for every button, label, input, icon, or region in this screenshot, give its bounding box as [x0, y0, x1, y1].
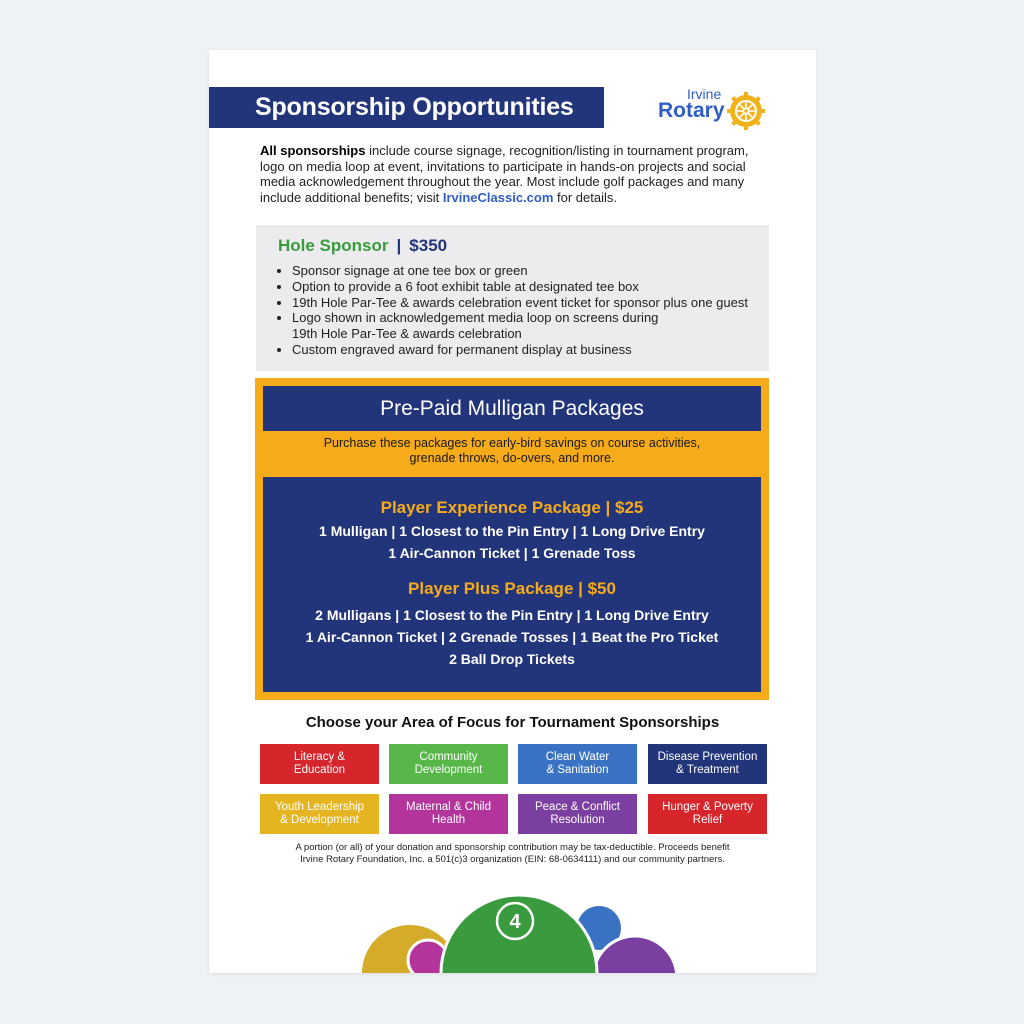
- benefit-text: Logo shown in acknowledgement media loop on screens during: [292, 310, 659, 326]
- package-title: Player Plus Package | $50: [408, 579, 616, 598]
- focus-tile-maternal[interactable]: [389, 794, 508, 834]
- mulligan-packages-box: [255, 378, 769, 700]
- mulligan-subtitle-line: grenade throws, do-overs, and more.: [409, 451, 615, 465]
- flyer-page: [209, 50, 816, 973]
- intro-body: include course signage, recognition/listing in tournament program, logo on media loop at event, invitations to participate in hands-on projects and social media acknowledgement throughout the year. Most include golf packages and many include additional benefits; visit: [260, 143, 749, 205]
- focus-tile-label: Clean Water & Sanitation: [545, 750, 610, 776]
- disclaimer-line: A portion (or all) of your donation and sponsorship contribution may be tax-deductible. Proceeds benefit: [295, 842, 730, 853]
- focus-tile-label: Hunger & Poverty Relief: [662, 800, 753, 826]
- focus-tile-label: Youth Leadership & Development: [274, 800, 365, 826]
- logo-rotary-text: Rotary: [658, 99, 725, 122]
- mulligan-subtitle-line: Purchase these packages for early-bird savings on course activities,: [323, 436, 701, 450]
- package-title: Player Experience Package | $25: [380, 498, 644, 517]
- rotary-logo: [657, 88, 769, 134]
- package-line: 2 Ball Drop Tickets: [449, 651, 575, 667]
- decorative-circles: [209, 870, 816, 973]
- focus-tile-hunger[interactable]: [648, 794, 767, 834]
- intro-lead: All sponsorships: [260, 143, 366, 158]
- mulligan-title: Pre-Paid Mulligan Packages: [263, 386, 761, 431]
- logo-irvine-text: Irvine: [687, 86, 722, 102]
- focus-tile-literacy[interactable]: [260, 744, 379, 784]
- intro-paragraph: [260, 143, 770, 205]
- package-line: 1 Mulligan | 1 Closest to the Pin Entry | 1 Long Drive Entry: [319, 523, 705, 539]
- number-badge-text: 4: [509, 911, 521, 933]
- page-title: Sponsorship Opportunities: [255, 93, 574, 121]
- packages-panel: [263, 477, 761, 692]
- focus-tile-community[interactable]: [389, 744, 508, 784]
- focus-tile-label: Disease Prevention & Treatment: [657, 750, 758, 776]
- benefit-item: [292, 310, 782, 342]
- focus-tile-peace[interactable]: [518, 794, 637, 834]
- mulligan-subtitle: [263, 436, 761, 466]
- benefit-item: • 19th Hole Par-Tee & awards celebration event ticket for sponsor plus one guest: [292, 295, 782, 311]
- intro-tail: for details.: [553, 189, 617, 205]
- benefit-item: • Custom engraved award for permanent display at business: [292, 342, 782, 358]
- hole-sponsor-name: Hole Sponsor: [278, 236, 389, 255]
- package-line: 2 Mulligans | 1 Closest to the Pin Entry | 1 Long Drive Entry: [315, 607, 709, 623]
- focus-tile-disease[interactable]: [648, 744, 767, 784]
- focus-heading: Choose your Area of Focus for Tournament Sponsorships: [305, 714, 720, 731]
- focus-tile-water[interactable]: [518, 744, 637, 784]
- deco-circle-green: [441, 895, 597, 973]
- focus-tile-label: Literacy & Education: [293, 750, 346, 776]
- package-line: 1 Air-Cannon Ticket | 2 Grenade Tosses | 1 Beat the Pro Ticket: [305, 629, 719, 645]
- focus-tile-label: Peace & Conflict Resolution: [534, 800, 620, 826]
- hole-sponsor-separator: |: [396, 236, 402, 255]
- tax-disclaimer: [209, 842, 816, 866]
- hole-sponsor-box: [256, 225, 769, 371]
- rotary-wheel-icon: [726, 91, 766, 131]
- disclaimer-line: Irvine Rotary Foundation, Inc. a 501(c)3 organization (EIN: 68-0634111) and our community partners.: [300, 854, 725, 865]
- website-link[interactable]: IrvineClassic.com: [442, 189, 554, 205]
- benefit-item: • Sponsor signage at one tee box or green: [292, 263, 782, 279]
- focus-tile-label: Maternal & Child Health: [405, 800, 491, 826]
- benefit-text-continued: 19th Hole Par-Tee & awards celebration: [292, 326, 522, 342]
- focus-tile-youth[interactable]: [260, 794, 379, 834]
- title-banner: [209, 87, 604, 128]
- hole-sponsor-benefits: [278, 263, 782, 358]
- package-line: 1 Air-Cannon Ticket | 1 Grenade Toss: [388, 545, 636, 561]
- hole-sponsor-price: $350: [409, 236, 448, 255]
- focus-tile-label: Community Development: [414, 750, 483, 776]
- benefit-item: • Option to provide a 6 foot exhibit table at designated tee box: [292, 279, 782, 295]
- hole-sponsor-heading: [278, 236, 447, 256]
